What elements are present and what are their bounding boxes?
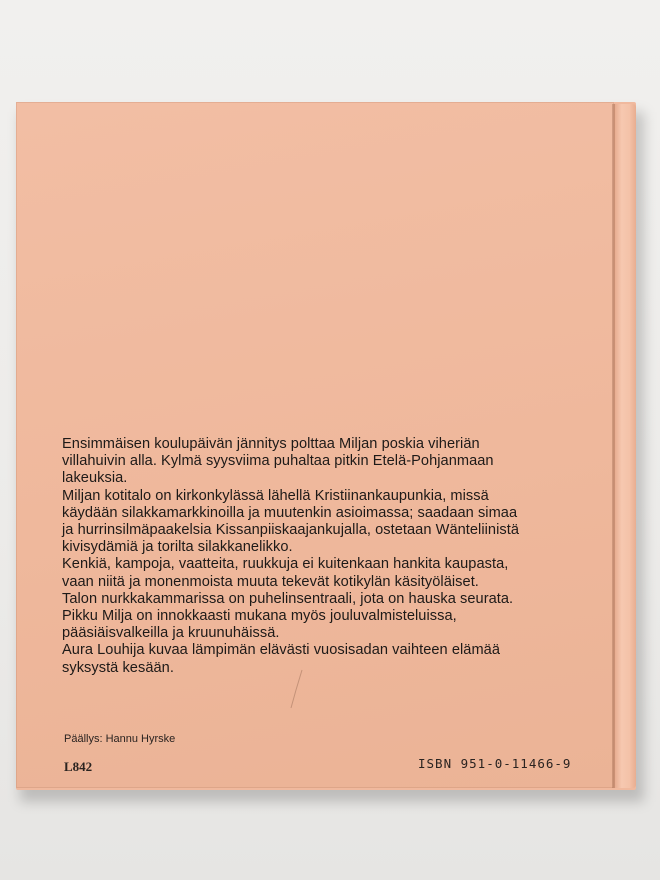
blurb-line: Talon nurkkakammarissa on puhelinsentraali, jota on hauska seurata. <box>62 590 514 607</box>
blurb-line: ja hurrinsilmäpaakelsia Kissanpiiskaajankujalla, ostetaan Wänteliinistä <box>62 522 520 539</box>
isbn: ISBN 951-0-11466-9 <box>418 756 572 771</box>
spine-groove <box>612 104 615 788</box>
blurb-line: käydään silakkamarkkinoilla ja muutenkin asioimassa; saadaan simaa <box>62 504 518 521</box>
blurb-line: vaan niitä ja monenmoista muuta tekevät kotikylän käsityöläiset. <box>62 573 479 590</box>
blurb-line: villahuivin alla. Kylmä syysviima puhaltaa pitkin Etelä-Pohjanmaan <box>62 453 494 470</box>
cover-credit: Päällys: Hannu Hyrske <box>64 733 176 745</box>
blurb-line: syksystä kesään. <box>62 659 174 676</box>
blurb-line: Miljan kotitalo on kirkonkylässä lähellä Kristiinankaupunkia, missä <box>62 487 489 504</box>
blurb-line: lakeuksia. <box>62 470 128 487</box>
blurb-line: Kenkiä, kampoja, vaatteita, ruukkuja ei kuitenkaan hankita kaupasta, <box>62 556 509 573</box>
blurb-line: Ensimmäisen koulupäivän jännitys polttaa Miljan poskia viheriän <box>62 436 480 452</box>
blurb-line: kivisydämiä ja torilta silakkanelikko. <box>62 539 293 556</box>
scratch-mark <box>288 668 304 710</box>
blurb-line: Pikku Milja on innokkaasti mukana myös jouluvalmisteluissa, <box>62 608 457 625</box>
catalog-code: L842 <box>64 759 93 774</box>
blurb-line: Aura Louhija kuvaa lämpimän elävästi vuosisadan vaihteen elämää <box>62 642 500 659</box>
blurb-text <box>62 436 602 677</box>
spine-edge <box>614 104 636 788</box>
blurb-line: pääsiäisvalkeilla ja kruunuhäissä. <box>62 625 280 642</box>
